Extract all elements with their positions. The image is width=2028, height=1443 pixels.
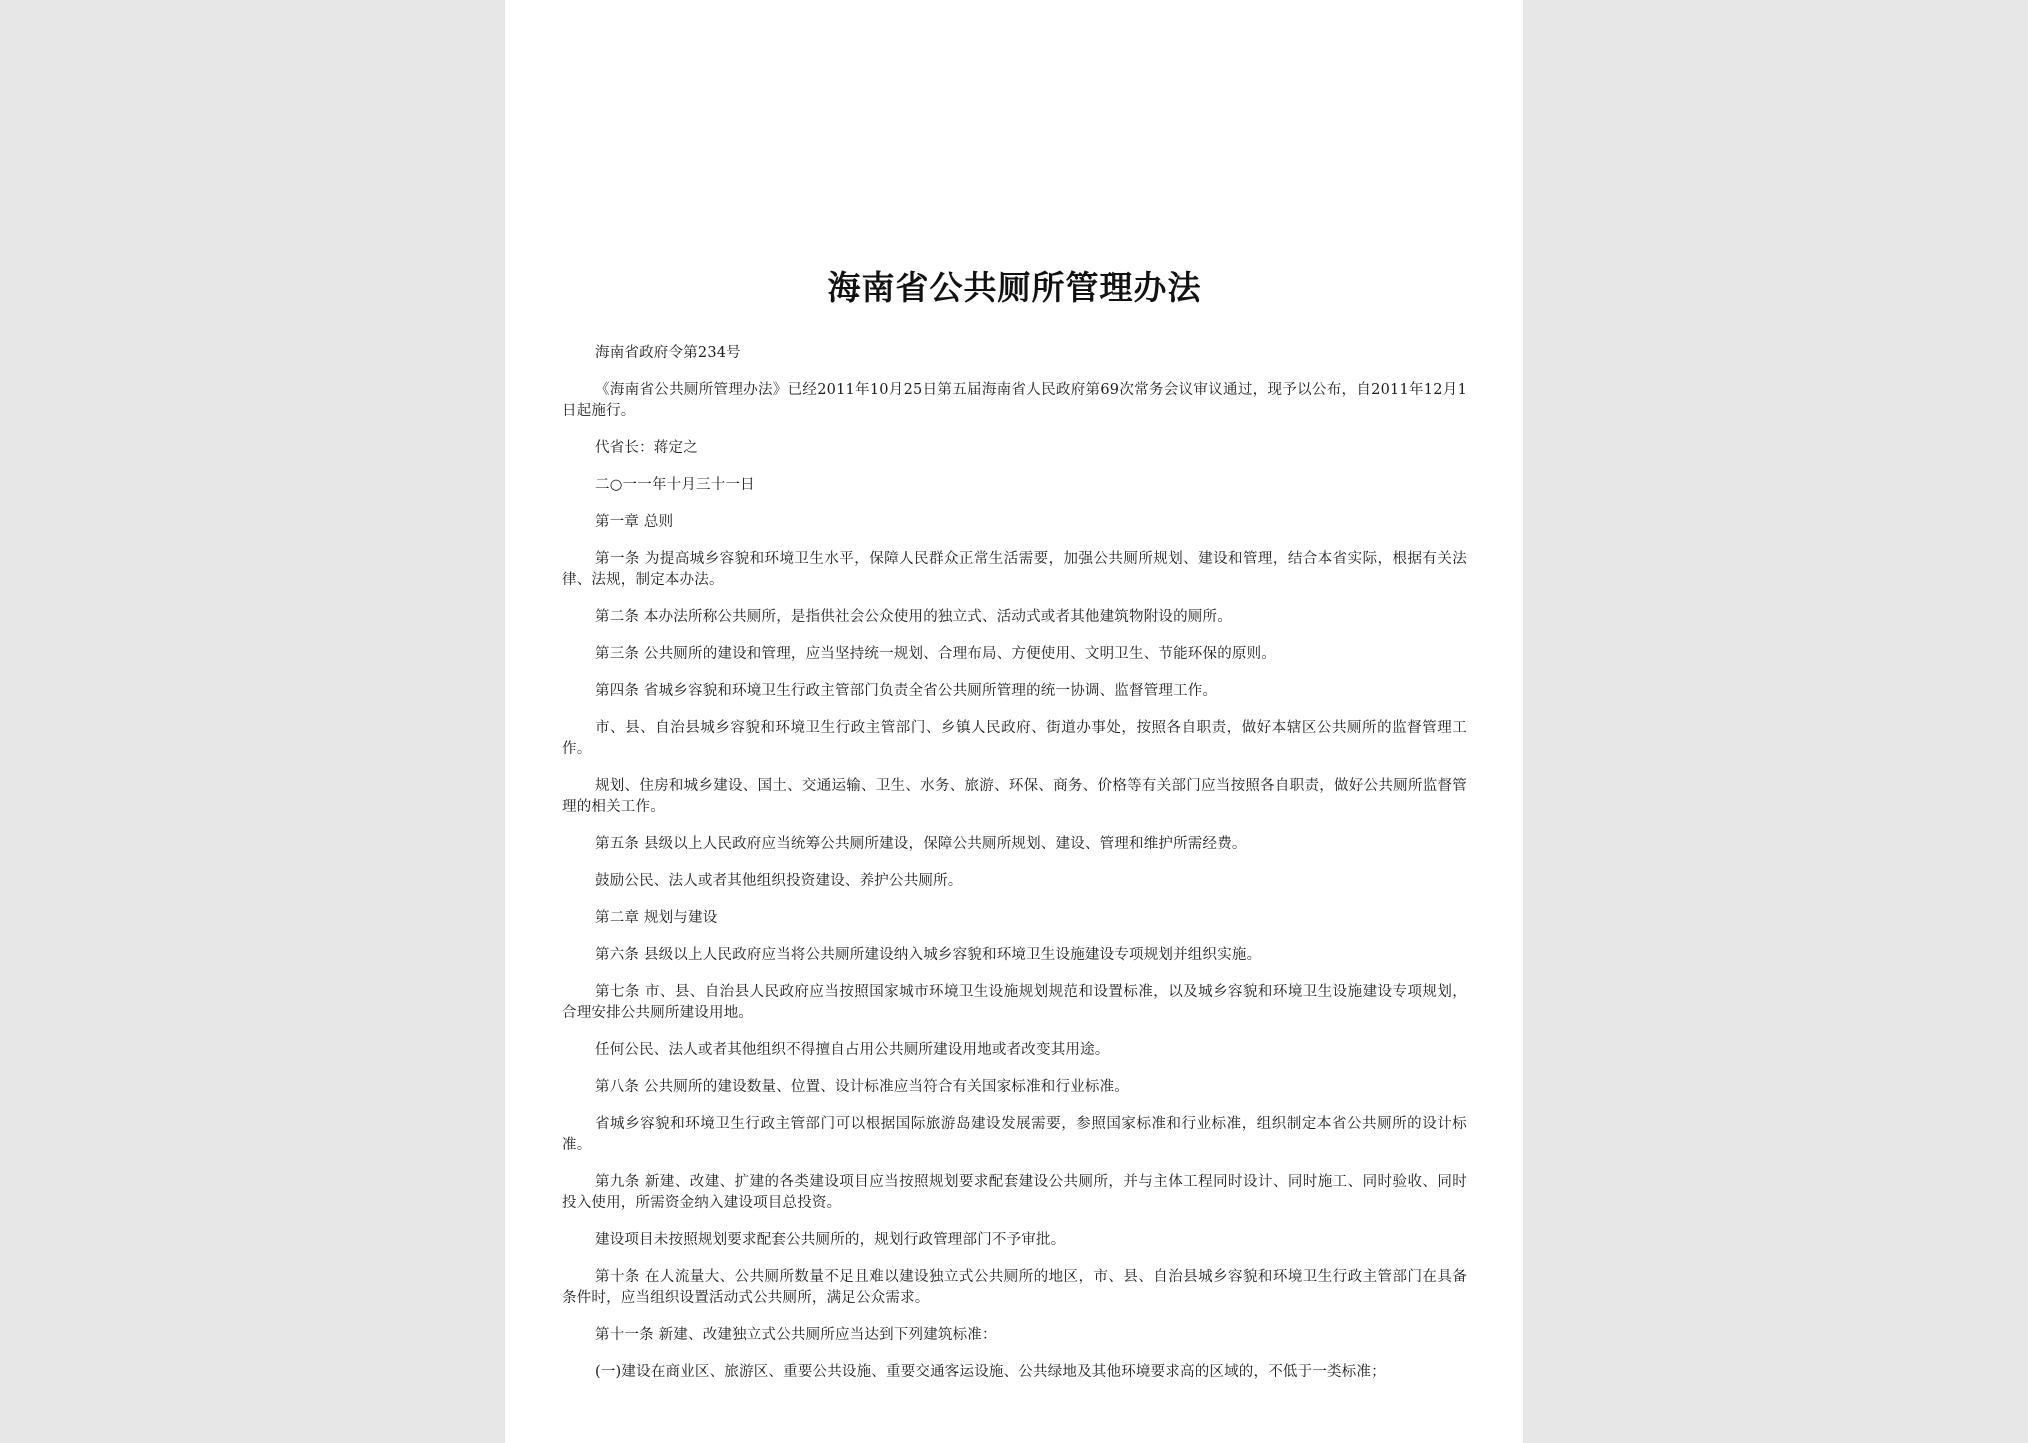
document-page — [505, 0, 1523, 1443]
article-paragraph: 第十一条 新建、改建独立式公共厕所应当达到下列建筑标准： — [595, 1327, 997, 1343]
article-paragraph: 第四条 省城乡容貌和环境卫生行政主管部门负责全省公共厕所管理的统一协调、监督管理工作。 — [595, 683, 1218, 699]
article-paragraph: 鼓励公民、法人或者其他组织投资建设、养护公共厕所。 — [595, 873, 963, 889]
signatory-line: 代省长：蒋定之 — [595, 440, 698, 456]
article-paragraph: 第二条 本办法所称公共厕所，是指供社会公众使用的独立式、活动式或者其他建筑物附设的厕所。 — [595, 609, 1232, 625]
article-paragraph: 建设项目未按照规划要求配套公共厕所的，规划行政管理部门不予审批。 — [595, 1232, 1066, 1248]
document-body — [562, 343, 1467, 1383]
article-paragraph: 第十条 在人流量大、公共厕所数量不足且难以建设独立式公共厕所的地区，市、县、自治县城乡容貌和环境卫生行政主管部门在具备条件时，应当组织设置活动式公共厕所，满足公众需求。 — [562, 1269, 1467, 1306]
article-paragraph: 第七条 市、县、自治县人民政府应当按照国家城市环境卫生设施规划规范和设置标准，以及城乡容貌和环境卫生设施建设专项规划，合理安排公共厕所建设用地。 — [562, 984, 1467, 1021]
chapter-heading: 第一章 总则 — [595, 514, 674, 530]
article-paragraph: 第一条 为提高城乡容貌和环境卫生水平，保障人民群众正常生活需要，加强公共厕所规划、建设和管理，结合本省实际，根据有关法律、法规，制定本办法。 — [562, 551, 1467, 588]
promulgation-paragraph: 《海南省公共厕所管理办法》已经2011年10月25日第五届海南省人民政府第69次常务会议审议通过，现予以公布，自2011年12月1日起施行。 — [562, 382, 1467, 419]
date-line: 二○一一年十月三十一日 — [595, 477, 755, 493]
article-paragraph: 第六条 县级以上人民政府应当将公共厕所建设纳入城乡容貌和环境卫生设施建设专项规划并组织实施。 — [595, 947, 1262, 963]
article-paragraph: 规划、住房和城乡建设、国土、交通运输、卫生、水务、旅游、环保、商务、价格等有关部门应当按照各自职责，做好公共厕所监督管理的相关工作。 — [562, 778, 1467, 815]
chapter-heading: 第二章 规划与建设 — [595, 910, 718, 926]
article-paragraph: 市、县、自治县城乡容貌和环境卫生行政主管部门、乡镇人民政府、街道办事处，按照各自职责，做好本辖区公共厕所的监督管理工作。 — [562, 720, 1467, 757]
article-paragraph: 第三条 公共厕所的建设和管理，应当坚持统一规划、合理布局、方便使用、文明卫生、节能环保的原则。 — [595, 646, 1277, 662]
article-paragraph: 第五条 县级以上人民政府应当统筹公共厕所建设，保障公共厕所规划、建设、管理和维护所需经费。 — [595, 836, 1247, 852]
article-paragraph: 第九条 新建、改建、扩建的各类建设项目应当按照规划要求配套建设公共厕所，并与主体工程同时设计、同时施工、同时验收、同时投入使用，所需资金纳入建设项目总投资。 — [562, 1174, 1467, 1211]
article-paragraph: 第八条 公共厕所的建设数量、位置、设计标准应当符合有关国家标准和行业标准。 — [595, 1079, 1130, 1095]
article-paragraph: 任何公民、法人或者其他组织不得擅自占用公共厕所建设用地或者改变其用途。 — [595, 1042, 1110, 1058]
article-paragraph: 省城乡容貌和环境卫生行政主管部门可以根据国际旅游岛建设发展需要，参照国家标准和行业标准，组织制定本省公共厕所的设计标准。 — [562, 1116, 1467, 1153]
decree-number: 海南省政府令第234号 — [595, 345, 741, 361]
document-title: 海南省公共厕所管理办法 — [827, 268, 1202, 307]
article-paragraph: (一)建设在商业区、旅游区、重要公共设施、重要交通客运设施、公共绿地及其他环境要求高的区域的，不低于一类标准； — [595, 1364, 1386, 1380]
